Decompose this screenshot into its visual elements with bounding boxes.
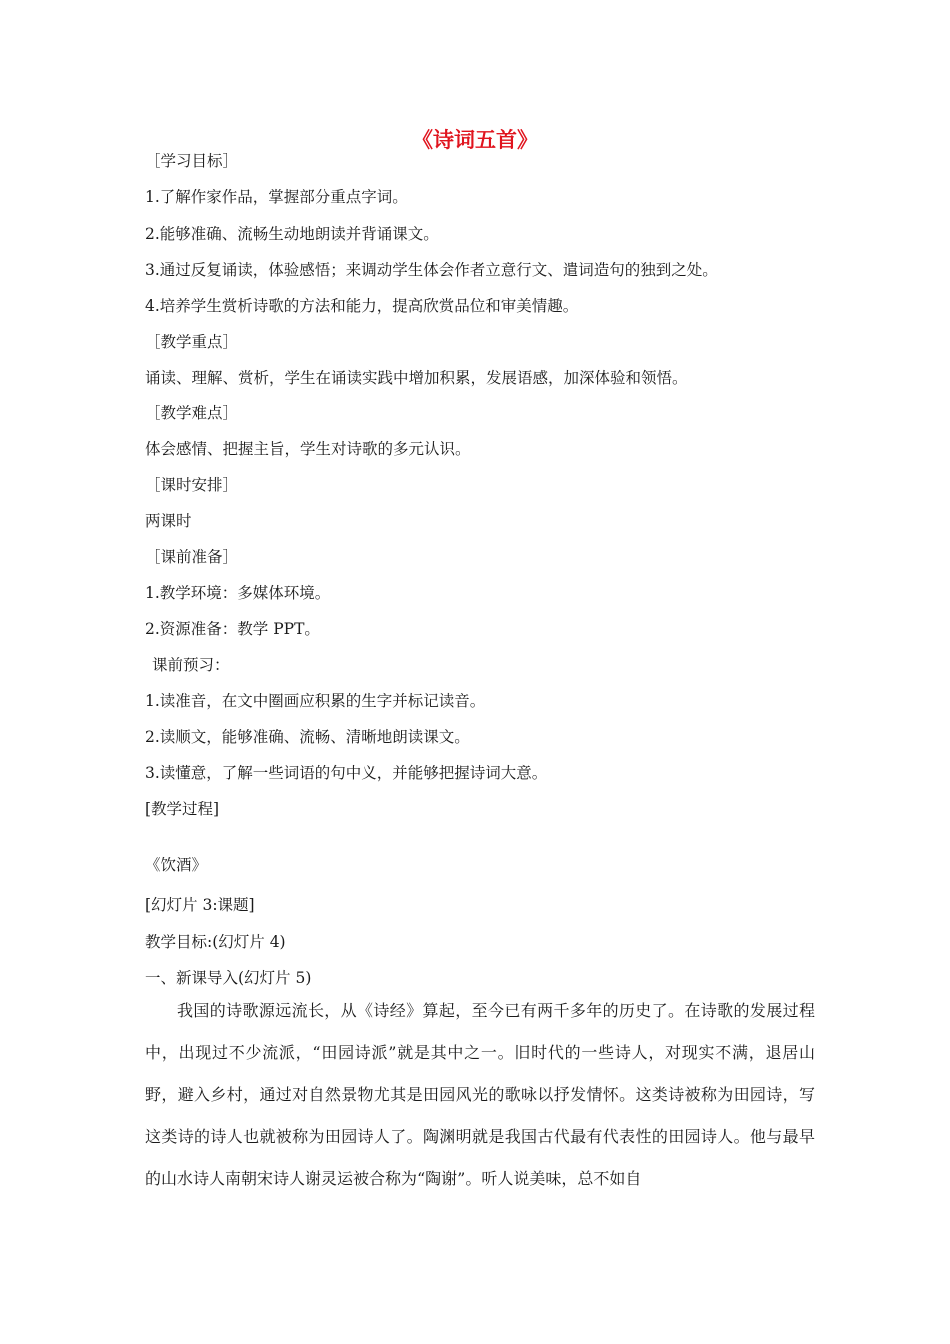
goal-item: 1.了解作家作品，掌握部分重点字词。 (145, 188, 408, 206)
prep-item: 2.资源准备：教学 PPT。 (145, 620, 320, 638)
intro-paragraph: 我国的诗歌源远流长，从《诗经》算起，至今已有两千多年的历史了。在诗歌的发展过程中，出现过不少流派，“田园诗派”就是其中之一。旧时代的一些诗人，对现实不满，退居山野，避入乡村，通过对自然景物尤其是田园风光的歌咏以抒发情怀。这类诗被称为田园诗，写这类诗的诗人也就被称为田园诗人了。陶渊明就是我国古代最有代表性的田园诗人。他与最早的山水诗人南朝宋诗人谢灵运被合称为“陶谢”。听人说美味，总不如自 (145, 1001, 815, 1188)
schedule-heading: ［课时安排］ (145, 476, 239, 494)
goals-heading: ［学习目标］ (145, 152, 239, 170)
key-heading: ［教学重点］ (145, 333, 239, 351)
poem-title: 《饮酒》 (145, 856, 208, 874)
process-heading: [教学过程] (145, 800, 220, 818)
goal-item: 3.通过反复诵读，体验感悟；来调动学生体会作者立意行文、遣词造句的独到之处。 (145, 261, 718, 279)
prep-item: 1.教学环境：多媒体环境。 (145, 584, 331, 602)
schedule-text: 两课时 (145, 512, 192, 530)
difficult-heading: ［教学难点］ (145, 404, 239, 422)
goal-item: 2.能够准确、流畅生动地朗读并背诵课文。 (145, 225, 439, 243)
key-text: 诵读、理解、赏析，学生在诵读实践中增加积累，发展语感，加深体验和领悟。 (145, 369, 688, 387)
intro-heading: 一、新课导入(幻灯片 5) (145, 969, 312, 987)
preview-item: 3.读懂意，了解一些词语的句中义，并能够把握诗词大意。 (145, 764, 548, 782)
prep-heading: ［课前准备］ (145, 548, 239, 566)
preview-heading: 课前预习： (152, 656, 230, 674)
slide-3-label: [幻灯片 3:课题] (145, 896, 255, 914)
preview-item: 1.读准音，在文中圈画应积累的生字并标记读音。 (145, 692, 486, 710)
page-title: 《诗词五首》 (412, 128, 538, 152)
goal-item: 4.培养学生赏析诗歌的方法和能力，提高欣赏品位和审美情趣。 (145, 297, 579, 315)
teaching-goal-label: 教学目标:(幻灯片 4) (145, 933, 286, 951)
preview-item: 2.读顺文，能够准确、流畅、清晰地朗读课文。 (145, 728, 470, 746)
difficult-text: 体会感情、把握主旨，学生对诗歌的多元认识。 (145, 440, 471, 458)
